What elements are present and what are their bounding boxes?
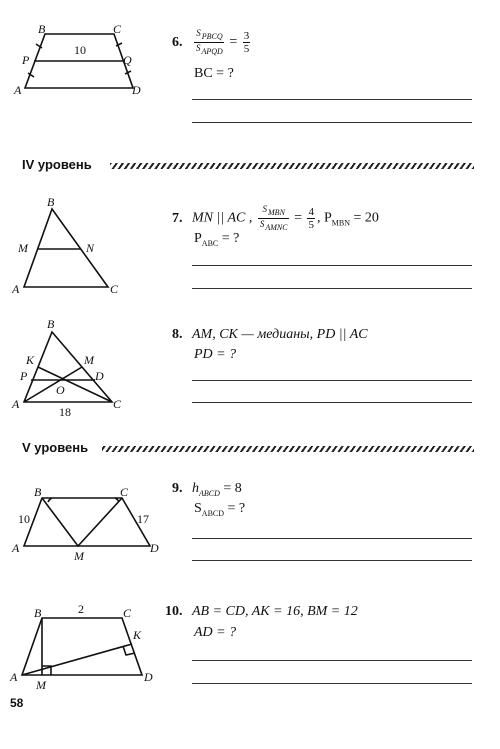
equals-sign: = bbox=[229, 34, 238, 50]
label-m: M bbox=[74, 549, 84, 563]
problem-7-question bbox=[194, 231, 239, 248]
frac-top-sub: PBCQ bbox=[201, 31, 223, 41]
answer-line bbox=[192, 538, 472, 539]
label-b: B bbox=[38, 22, 46, 36]
label-b: B bbox=[47, 317, 55, 331]
question-label: S bbox=[194, 501, 202, 516]
value-fraction bbox=[307, 206, 315, 231]
level-heading-iv: IV уровень bbox=[22, 157, 92, 172]
area-ratio-fraction bbox=[194, 28, 224, 57]
problem-number: 6. bbox=[172, 34, 183, 50]
frac-bottom: S bbox=[259, 218, 265, 229]
level-divider bbox=[102, 446, 474, 452]
frac-bottom: S bbox=[196, 42, 201, 53]
left-side-length: 10 bbox=[18, 512, 30, 526]
answer-line bbox=[192, 402, 472, 403]
label-c: C bbox=[123, 606, 132, 620]
value-top: 3 bbox=[243, 29, 250, 42]
problem-10-question: AD = ? bbox=[194, 625, 237, 640]
perimeter-sub: MBN bbox=[331, 218, 351, 228]
label-m: M bbox=[84, 353, 94, 367]
label-b: B bbox=[34, 606, 42, 620]
problem-9 bbox=[172, 481, 242, 502]
question-tail: = ? bbox=[224, 501, 246, 516]
label-d: D bbox=[132, 83, 141, 97]
answer-line bbox=[192, 265, 472, 266]
label-q: Q bbox=[123, 53, 132, 67]
answer-line bbox=[192, 99, 472, 100]
label-a: A bbox=[12, 541, 20, 555]
answer-line bbox=[192, 560, 472, 561]
problem-8 bbox=[172, 327, 368, 343]
question-sub: ABCD bbox=[201, 508, 225, 518]
problem-number: 7. bbox=[172, 210, 183, 226]
label-k: K bbox=[133, 628, 142, 642]
frac-bottom-sub: AMNC bbox=[265, 222, 288, 232]
length-label: 18 bbox=[59, 405, 71, 419]
question-label: P bbox=[194, 231, 202, 246]
equals-sign: = bbox=[294, 210, 302, 226]
answer-line bbox=[192, 660, 472, 661]
length-label: 10 bbox=[74, 43, 86, 57]
label-b: B bbox=[34, 485, 42, 499]
figure-9-trapezoid bbox=[0, 480, 170, 590]
figure-7-triangle bbox=[0, 195, 160, 305]
answer-line bbox=[192, 380, 472, 381]
problem-9-question bbox=[194, 501, 245, 518]
label-c: C bbox=[120, 485, 129, 499]
figure-6-trapezoid bbox=[0, 0, 160, 110]
answer-line bbox=[192, 683, 472, 684]
problem-6 bbox=[172, 28, 252, 57]
label-a: A bbox=[12, 282, 20, 296]
height-value: = 8 bbox=[219, 481, 242, 496]
answer-line bbox=[192, 288, 472, 289]
problem-number: 8. bbox=[172, 327, 183, 342]
area-ratio-fraction bbox=[258, 204, 289, 233]
level-divider bbox=[110, 163, 474, 169]
figure-8-triangle-medians bbox=[0, 317, 160, 430]
label-a: A bbox=[14, 83, 22, 97]
figure-10-trapezoid bbox=[0, 600, 170, 700]
problem-6-question: BC = ? bbox=[194, 66, 234, 81]
label-p: P bbox=[22, 53, 30, 67]
answer-line bbox=[192, 122, 472, 123]
height-label: h bbox=[192, 481, 199, 496]
label-c: C bbox=[110, 282, 119, 296]
label-m: M bbox=[36, 678, 46, 692]
label-p: P bbox=[20, 369, 28, 383]
frac-top: S bbox=[262, 204, 268, 214]
problem-number: 10. bbox=[165, 604, 183, 619]
frac-top: S bbox=[196, 28, 201, 38]
label-n: N bbox=[86, 241, 95, 255]
height-sub: ABCD bbox=[199, 488, 220, 498]
frac-bottom-sub: APQD bbox=[201, 46, 223, 56]
label-c: C bbox=[113, 397, 122, 411]
question-sub: ABC bbox=[201, 238, 219, 248]
label-d: D bbox=[95, 369, 104, 383]
label-d: D bbox=[150, 541, 159, 555]
value-bottom: 5 bbox=[308, 218, 314, 231]
right-side-length: 17 bbox=[137, 512, 149, 526]
label-a: A bbox=[12, 397, 20, 411]
question-tail: = ? bbox=[218, 231, 240, 246]
label-b: B bbox=[47, 195, 55, 209]
frac-top-sub: MBN bbox=[268, 207, 285, 217]
value-fraction bbox=[243, 30, 251, 55]
problem-8-question: PD = ? bbox=[194, 347, 237, 362]
label-m: M bbox=[18, 241, 28, 255]
label-c: C bbox=[113, 22, 122, 36]
perimeter-value: = 20 bbox=[350, 210, 379, 226]
problem-number: 9. bbox=[172, 481, 183, 496]
label-d: D bbox=[144, 670, 153, 684]
label-k: K bbox=[26, 353, 35, 367]
condition-text: MN || AC , bbox=[192, 210, 253, 226]
label-a: A bbox=[10, 670, 18, 684]
level-heading-v: V уровень bbox=[22, 440, 89, 455]
value-bottom: 5 bbox=[243, 42, 250, 55]
condition-text: AM, CK — медианы, PD || AC bbox=[192, 327, 368, 342]
problem-7 bbox=[172, 204, 379, 233]
perimeter-label: , P bbox=[316, 210, 332, 226]
value-top: 4 bbox=[308, 205, 314, 218]
label-o: O bbox=[56, 383, 65, 397]
condition-text: AB = CD, AK = 16, BM = 12 bbox=[192, 604, 358, 619]
problem-10 bbox=[165, 604, 358, 620]
page-number: 58 bbox=[10, 696, 24, 710]
length-label: 2 bbox=[78, 602, 84, 616]
